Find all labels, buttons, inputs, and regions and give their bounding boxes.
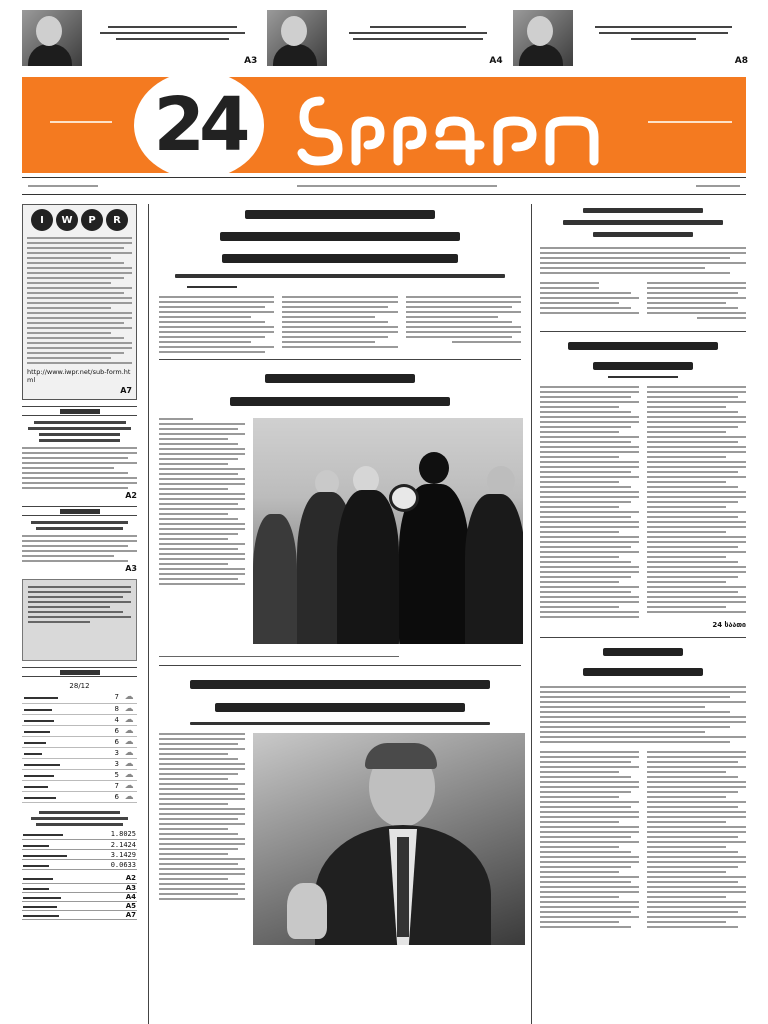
currency-rate: 1.8025 xyxy=(94,830,137,840)
teaser-headline-3 xyxy=(579,10,748,56)
weather-temp: 5 xyxy=(107,769,121,780)
budget-story[interactable] xyxy=(159,672,521,951)
lead-subheadline xyxy=(159,274,521,278)
teaser-photo-3 xyxy=(513,10,573,66)
brief-1-headline xyxy=(22,421,137,442)
weather-temp: 4 xyxy=(107,714,121,725)
index-page: A3 xyxy=(110,883,137,892)
weather-row xyxy=(22,747,137,758)
currency-rate: 2.1424 xyxy=(94,840,137,850)
currency-row xyxy=(22,850,137,860)
right-story-3-col-b xyxy=(647,751,746,928)
minister-photo xyxy=(253,733,525,945)
weather-temp: 3 xyxy=(107,747,121,758)
brief-2-text xyxy=(22,535,137,562)
teaser-headline-2 xyxy=(333,10,502,56)
right-story-1-col-a xyxy=(540,282,639,319)
weather-row xyxy=(22,758,137,769)
weather-table xyxy=(22,692,137,803)
iwpr-page: A7 xyxy=(120,386,132,395)
protest-story[interactable] xyxy=(159,366,521,659)
right-story-1-text xyxy=(540,247,746,274)
currency-rate: 3.1429 xyxy=(94,850,137,860)
fx-heading xyxy=(22,811,137,826)
cloud-icon: ☁ xyxy=(121,769,137,780)
budget-subheadline xyxy=(159,722,521,725)
brief-2-headline xyxy=(22,521,137,530)
right-story-1[interactable] xyxy=(540,204,746,319)
top-teasers xyxy=(22,10,748,68)
iwpr-box[interactable] xyxy=(22,204,137,400)
teaser-headline-1 xyxy=(88,10,257,56)
masthead-logo xyxy=(294,81,624,171)
currency-row xyxy=(22,860,137,870)
teaser-2[interactable] xyxy=(267,10,502,68)
lead-text-col-2 xyxy=(282,296,397,353)
currency-row xyxy=(22,830,137,840)
teaser-page-1: A3 xyxy=(244,56,258,66)
gray-note-box xyxy=(22,579,137,661)
iwpr-logo-letter: W xyxy=(56,209,78,231)
masthead xyxy=(22,77,746,173)
signoff: 24 საათი xyxy=(712,621,746,629)
weather-label xyxy=(22,667,137,677)
weather-row xyxy=(22,725,137,736)
right-column xyxy=(540,204,746,1024)
index-page: A4 xyxy=(110,892,137,901)
right-story-1-headline xyxy=(540,204,746,237)
right-story-2-col-a xyxy=(540,386,639,618)
gray-note-text xyxy=(28,586,131,623)
weather-temp: 8 xyxy=(107,703,121,714)
brief-2-page: A3 xyxy=(125,564,137,573)
index-page: A5 xyxy=(110,901,137,910)
brief-1[interactable] xyxy=(22,421,137,500)
lead-text-col-1 xyxy=(159,296,274,353)
right-story-3-headline xyxy=(540,648,746,676)
index-row[interactable] xyxy=(22,883,137,892)
right-story-2-col-b xyxy=(647,386,746,618)
protest-caption xyxy=(159,652,521,659)
info-left xyxy=(28,185,98,187)
weather-row xyxy=(22,714,137,725)
masthead-right-text xyxy=(648,121,732,123)
weather-temp: 7 xyxy=(107,692,121,703)
weather-row xyxy=(22,692,137,703)
weather-temp: 6 xyxy=(107,736,121,747)
cloud-icon: ☁ xyxy=(121,692,137,703)
masthead-left-text xyxy=(50,121,112,123)
cloud-icon: ☁ xyxy=(121,791,137,802)
cloud-icon: ☁ xyxy=(121,780,137,791)
teaser-1[interactable] xyxy=(22,10,257,68)
index-page: A7 xyxy=(110,910,137,919)
megaphone-icon xyxy=(389,484,419,512)
iwpr-logo-letter: R xyxy=(106,209,128,231)
lead-byline xyxy=(187,286,521,288)
index-row[interactable] xyxy=(22,892,137,901)
iwpr-logo-letter: I xyxy=(31,209,53,231)
right-story-2-headline xyxy=(540,342,746,370)
weather-row xyxy=(22,769,137,780)
index-page: A2 xyxy=(110,874,137,883)
weather-date: 28/12 xyxy=(69,682,90,690)
protest-photo xyxy=(253,418,523,644)
teaser-photo-2 xyxy=(267,10,327,66)
right-story-2-byline xyxy=(540,376,746,378)
protest-headline xyxy=(159,366,521,418)
index-row[interactable] xyxy=(22,910,137,919)
masthead-number: 24 xyxy=(153,82,245,168)
cloud-icon: ☁ xyxy=(121,758,137,769)
iwpr-logo xyxy=(27,209,132,231)
cloud-icon: ☁ xyxy=(121,747,137,758)
info-right xyxy=(696,185,740,187)
weather-row xyxy=(22,703,137,714)
right-story-3[interactable] xyxy=(540,648,746,928)
index-row[interactable] xyxy=(22,901,137,910)
page-index-table xyxy=(22,874,137,920)
brief-label-2 xyxy=(22,506,137,516)
weather-row xyxy=(22,736,137,747)
budget-headline xyxy=(159,672,521,722)
index-row[interactable] xyxy=(22,874,137,883)
lead-story[interactable] xyxy=(159,204,521,353)
weather-row xyxy=(22,791,137,802)
iwpr-logo-letter: P xyxy=(81,209,103,231)
cloud-icon: ☁ xyxy=(121,714,137,725)
left-column xyxy=(22,204,137,1024)
brief-1-page: A2 xyxy=(125,491,137,500)
right-story-2[interactable] xyxy=(540,342,746,629)
brief-2[interactable] xyxy=(22,521,137,573)
weather-temp: 6 xyxy=(107,725,121,736)
cloud-icon: ☁ xyxy=(121,736,137,747)
currency-table xyxy=(22,830,137,871)
center-column xyxy=(148,204,532,1024)
teaser-3[interactable] xyxy=(513,10,748,68)
cloud-icon: ☁ xyxy=(121,725,137,736)
info-date xyxy=(297,185,497,187)
lead-text-col-3 xyxy=(406,296,521,353)
weather-temp: 7 xyxy=(107,780,121,791)
weather-temp: 6 xyxy=(107,791,121,802)
weather-row xyxy=(22,780,137,791)
iwpr-text xyxy=(27,237,132,364)
teaser-page-2: A4 xyxy=(489,56,503,66)
currency-row xyxy=(22,840,137,850)
lead-headline xyxy=(159,204,521,263)
weather-temp: 3 xyxy=(107,758,121,769)
right-story-3-lede xyxy=(540,686,746,743)
info-line xyxy=(22,177,746,195)
cloud-icon: ☁ xyxy=(121,703,137,714)
right-story-3-col-a xyxy=(540,751,639,928)
teaser-photo-1 xyxy=(22,10,82,66)
teaser-page-3: A8 xyxy=(734,56,748,66)
protest-text xyxy=(159,418,245,585)
budget-text xyxy=(159,733,245,900)
currency-rate: 0.0633 xyxy=(94,860,137,870)
right-story-1-col-b xyxy=(647,282,746,319)
iwpr-url[interactable]: http://www.iwpr.net/sub-form.html xyxy=(27,368,131,384)
raised-hand xyxy=(287,883,327,939)
masthead-number-circle xyxy=(134,71,264,179)
brief-1-text xyxy=(22,447,137,489)
brief-label-1 xyxy=(22,406,137,416)
